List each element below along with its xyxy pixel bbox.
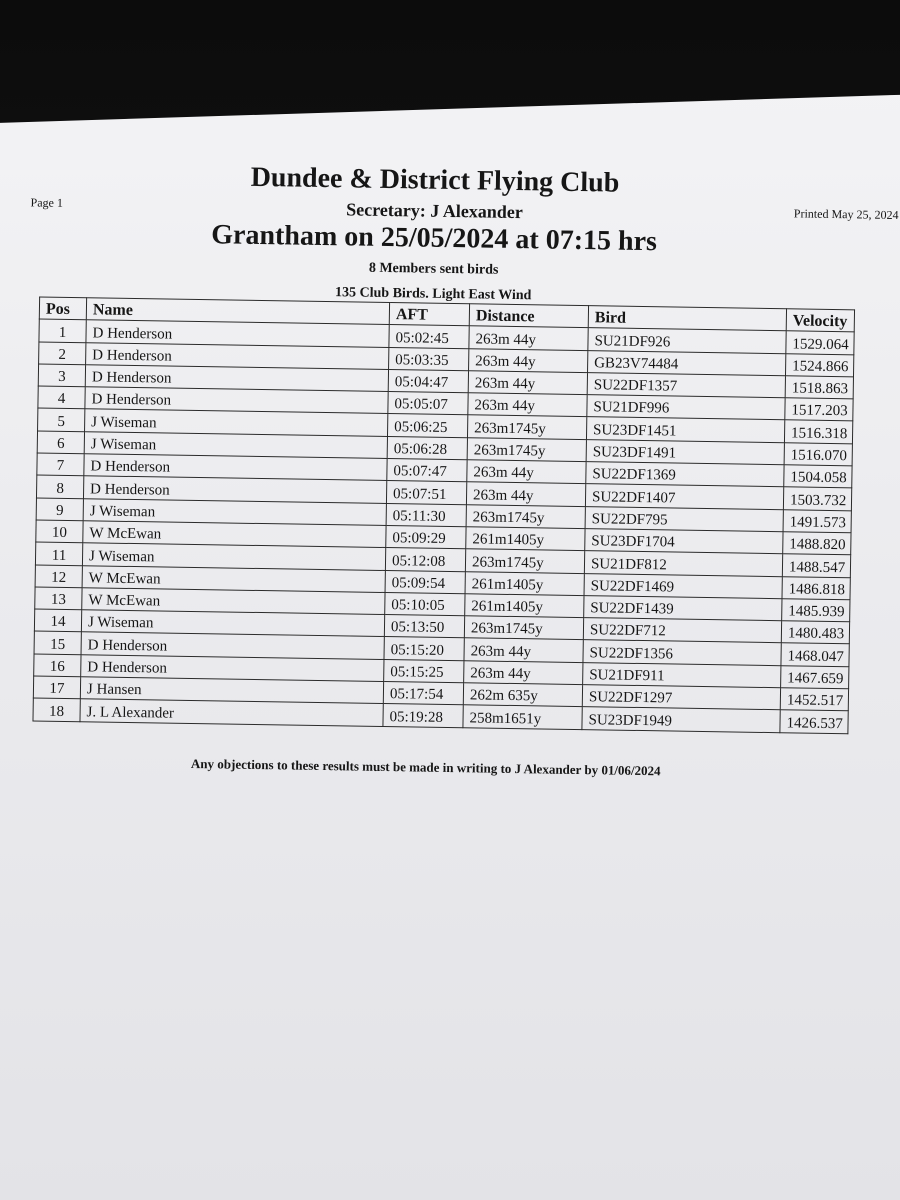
cell-name: J Wiseman: [85, 409, 388, 436]
cell-velocity: 1516.318: [784, 420, 852, 443]
cell-aft: 05:17:54: [383, 682, 463, 706]
cell-pos: 6: [37, 431, 84, 454]
cell-name: J Wiseman: [84, 432, 387, 459]
cell-distance: 263m 44y: [464, 660, 583, 684]
cell-distance: 263m 44y: [468, 371, 587, 395]
cell-bird: SU22DF795: [585, 506, 783, 531]
cell-distance: 263m1745y: [465, 549, 584, 573]
cell-pos: 16: [34, 654, 81, 677]
cell-pos: 5: [38, 408, 85, 431]
cell-name: J Hansen: [80, 677, 383, 704]
cell-pos: 1: [39, 319, 86, 342]
cell-pos: 13: [35, 587, 82, 610]
cell-distance: 263m 44y: [469, 348, 588, 372]
cell-name: D Henderson: [85, 365, 388, 392]
cell-aft: 05:09:54: [385, 570, 465, 594]
secretary-line: Secretary: J Alexander: [346, 199, 524, 223]
cell-bird: SU23DF1451: [586, 417, 784, 442]
cell-velocity: 1524.866: [785, 353, 853, 376]
cell-aft: 05:03:35: [389, 347, 469, 371]
cell-bird: SU22DF1357: [587, 373, 785, 398]
cell-bird: GB23V74484: [588, 350, 786, 375]
cell-velocity: 1488.547: [782, 554, 850, 577]
cell-aft: 05:11:30: [386, 503, 466, 527]
cell-velocity: 1529.064: [786, 331, 854, 354]
cell-bird: SU22DF1469: [584, 573, 782, 598]
cell-bird: SU21DF911: [583, 662, 781, 687]
cell-velocity: 1485.939: [782, 599, 850, 622]
cell-velocity: 1468.047: [781, 643, 849, 666]
cell-distance: 263m1745y: [467, 438, 586, 462]
cell-distance: 263m 44y: [467, 460, 586, 484]
cell-pos: 18: [33, 698, 80, 721]
cell-pos: 10: [36, 520, 83, 543]
cell-distance: 261m1405y: [465, 571, 584, 595]
results-body: [33, 319, 854, 733]
cell-velocity: 1517.203: [785, 398, 853, 421]
cell-velocity: 1518.863: [785, 376, 853, 399]
cell-bird: SU22DF1369: [586, 462, 784, 487]
cell-name: W McEwan: [82, 588, 385, 615]
cell-pos: 4: [38, 386, 85, 409]
cell-velocity: 1486.818: [782, 576, 850, 599]
cell-name: D Henderson: [81, 632, 384, 659]
cell-name: J Wiseman: [83, 498, 386, 525]
cell-aft: 05:13:50: [384, 615, 464, 639]
cell-pos: 14: [34, 609, 81, 632]
cell-aft: 05:15:20: [384, 637, 464, 661]
cell-distance: 263m 44y: [468, 393, 587, 417]
cell-pos: 11: [35, 542, 82, 565]
cell-distance: 263m 44y: [466, 482, 585, 506]
cell-aft: 05:04:47: [388, 369, 468, 393]
cell-pos: 2: [39, 342, 86, 365]
cell-aft: 05:15:25: [384, 659, 464, 683]
cell-bird: SU23DF1704: [585, 529, 783, 554]
cell-distance: 263m 44y: [469, 326, 588, 350]
cell-distance: 263m1745y: [467, 415, 586, 439]
cell-aft: 05:05:07: [388, 392, 468, 416]
cell-name: D Henderson: [83, 476, 386, 503]
cell-name: D Henderson: [81, 654, 384, 681]
cell-aft: 05:12:08: [385, 548, 465, 572]
cell-distance: 263m1745y: [466, 504, 585, 528]
cell-pos: 15: [34, 631, 81, 654]
cell-velocity: 1426.537: [780, 710, 848, 733]
cell-name: D Henderson: [85, 387, 388, 414]
cell-pos: 8: [36, 475, 83, 498]
column-header-pos: Pos: [39, 297, 86, 320]
cell-distance: 261m1405y: [465, 594, 584, 618]
cell-pos: 9: [36, 498, 83, 521]
cell-aft: 05:07:47: [387, 459, 467, 483]
column-header-bird: Bird: [588, 306, 786, 331]
cell-bird: SU22DF712: [583, 618, 781, 643]
cell-distance: 263m1745y: [464, 616, 583, 640]
cell-name: W McEwan: [82, 565, 385, 592]
cell-name: D Henderson: [84, 454, 387, 481]
cell-velocity: 1452.517: [780, 688, 848, 711]
cell-distance: 261m1405y: [466, 527, 585, 551]
cell-pos: 12: [35, 565, 82, 588]
cell-name: D Henderson: [86, 320, 389, 347]
cell-pos: 3: [38, 364, 85, 387]
cell-pos: 17: [33, 676, 80, 699]
cell-aft: 05:06:28: [387, 436, 467, 460]
cell-aft: 05:19:28: [383, 704, 463, 728]
cell-velocity: 1504.058: [784, 465, 852, 488]
cell-bird: SU22DF1439: [584, 595, 782, 620]
cell-distance: 263m 44y: [464, 638, 583, 662]
cell-name: J. L Alexander: [80, 699, 383, 726]
objections-note: Any objections to these results must be made in writing to J Alexander by 01/06/2024: [190, 755, 661, 779]
cell-aft: 05:02:45: [389, 325, 469, 349]
cell-velocity: 1503.732: [783, 487, 851, 510]
column-header-aft: AFT: [389, 303, 469, 327]
cell-aft: 05:10:05: [385, 592, 465, 616]
column-header-distance: Distance: [469, 304, 588, 328]
cell-bird: SU21DF812: [584, 551, 782, 576]
column-header-velocity: Velocity: [786, 309, 854, 332]
page-number: Page 1: [30, 195, 64, 210]
race-conditions: 135 Club Birds. Light East Wind: [334, 285, 532, 304]
cell-aft: 05:09:29: [386, 525, 466, 549]
cell-bird: SU22DF1407: [585, 484, 783, 509]
cell-velocity: 1480.483: [781, 621, 849, 644]
race-title: Grantham on 25/05/2024 at 07:15 hrs: [211, 219, 658, 258]
cell-distance: 262m 635y: [463, 683, 582, 707]
cell-name: J Wiseman: [81, 610, 384, 637]
cell-bird: SU22DF1356: [583, 640, 781, 665]
printed-date: Printed May 25, 2024: [793, 206, 899, 223]
cell-velocity: 1516.070: [784, 443, 852, 466]
cell-bird: SU22DF1297: [582, 685, 780, 710]
cell-velocity: 1488.820: [783, 532, 851, 555]
column-header-name: Name: [86, 298, 389, 325]
club-title: Dundee & District Flying Club: [250, 161, 620, 199]
cell-velocity: 1467.659: [781, 665, 849, 688]
cell-velocity: 1491.573: [783, 509, 851, 532]
cell-name: D Henderson: [86, 342, 389, 369]
cell-bird: SU21DF996: [587, 395, 785, 420]
members-count: 8 Members sent birds: [368, 260, 499, 278]
cell-pos: 7: [37, 453, 84, 476]
cell-name: J Wiseman: [82, 543, 385, 570]
cell-bird: SU23DF1491: [586, 439, 784, 464]
cell-distance: 258m1651y: [463, 705, 582, 729]
cell-aft: 05:07:51: [386, 481, 466, 505]
cell-name: W McEwan: [83, 521, 386, 548]
cell-aft: 05:06:25: [387, 414, 467, 438]
cell-bird: SU21DF926: [588, 328, 786, 353]
cell-bird: SU23DF1949: [582, 707, 780, 732]
results-table: [32, 297, 855, 734]
